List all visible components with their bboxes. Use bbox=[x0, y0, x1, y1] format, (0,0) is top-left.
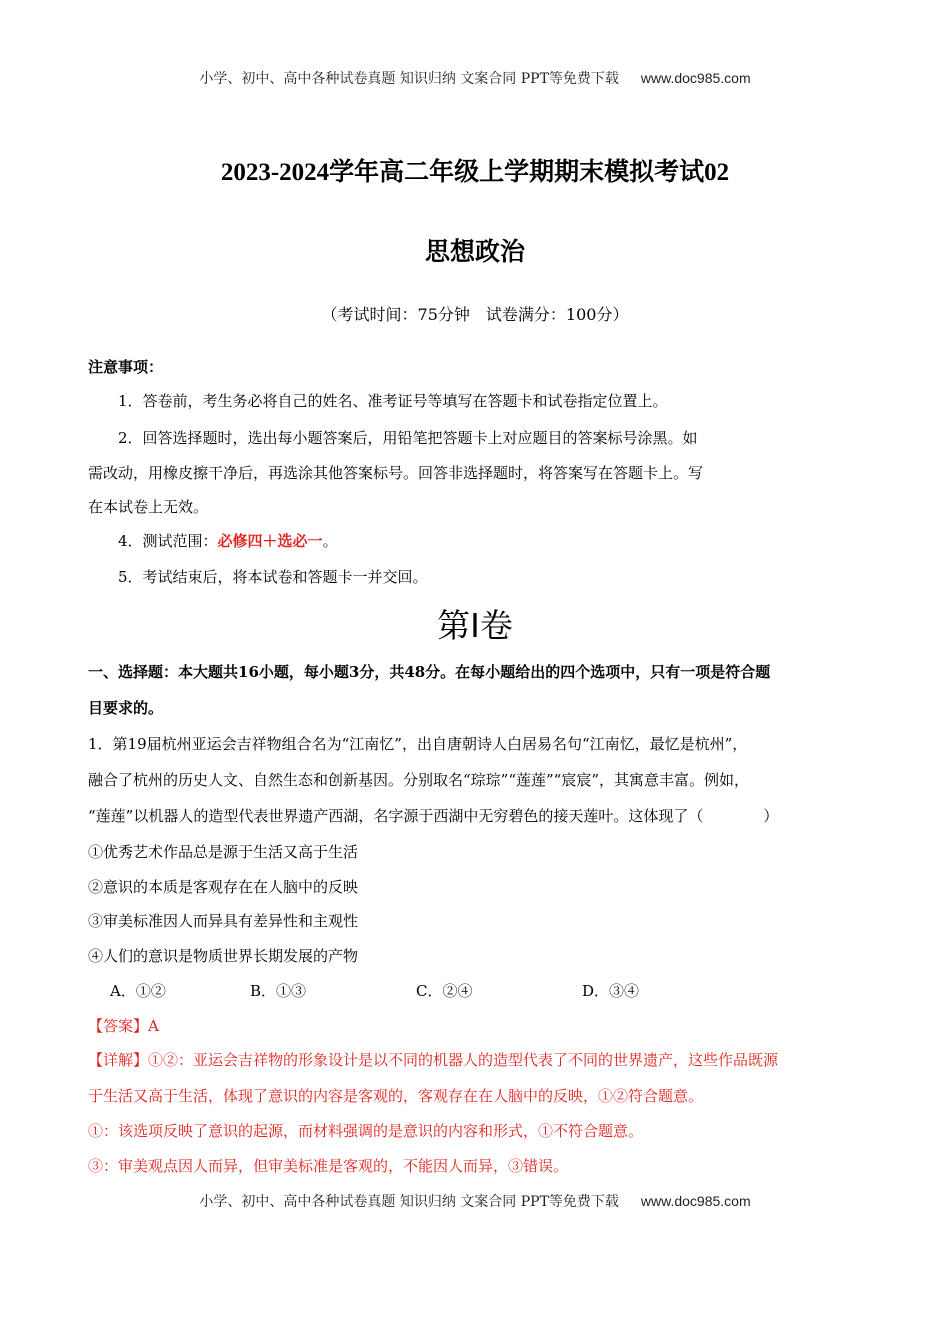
q1-statement-1: ①优秀艺术作品总是源于生活又高于生活 bbox=[88, 843, 359, 861]
note-item-2-line-1: 2．回答选择题时，选出每小题答案后，用铅笔把答题卡上对应题目的答案标号涂黑。如 bbox=[118, 429, 698, 447]
q1-statement-4: ④人们的意识是物质世界长期发展的产物 bbox=[88, 947, 359, 965]
part1-instructions-line-1: 一、选择题：本大题共16小题，每小题3分，共48分。在每小题给出的四个选项中，只有一项是符合题 bbox=[88, 663, 771, 681]
footer-site-link[interactable]: www.doc985.com bbox=[640, 1193, 751, 1209]
note-item-4-prefix: 4．测试范围： bbox=[118, 532, 218, 550]
note-item-2-line-3: 在本试卷上无效。 bbox=[88, 498, 209, 516]
q1-detail-line-4: ③：审美观点因人而异，但审美标准是客观的，不能因人而异，③错误。 bbox=[88, 1157, 569, 1175]
header-text: 小学、初中、高中各种试卷真题 知识归纳 文案合同 PPT等免费下载 bbox=[199, 71, 619, 87]
notes-heading: 注意事项： bbox=[88, 358, 164, 376]
q1-option-a: A．①② bbox=[110, 982, 166, 1000]
footer-text: 小学、初中、高中各种试卷真题 知识归纳 文案合同 PPT等免费下载 bbox=[199, 1194, 619, 1210]
part1-instructions-line-2: 目要求的。 bbox=[88, 699, 164, 717]
q1-detail-line-2: 于生活又高于生活，体现了意识的内容是客观的，客观存在在人脑中的反映，①②符合题意。 bbox=[88, 1087, 704, 1105]
note-item-2-line-2: 需改动，用橡皮擦干净后，再选涂其他答案标号。回答非选择题时，将答案写在答题卡上。写 bbox=[88, 464, 704, 482]
q1-detail-line-1: 【详解】①②：亚运会吉祥物的形象设计是以不同的机器人的造型代表了不同的世界遗产，这些作品既源 bbox=[88, 1051, 779, 1069]
note-item-4-suffix: 。 bbox=[322, 532, 338, 550]
q1-detail-line-3: ①：该选项反映了意识的起源，而材料强调的是意识的内容和形式，①不符合题意。 bbox=[88, 1122, 644, 1140]
note-item-5: 5．考试结束后，将本试卷和答题卡一并交回。 bbox=[118, 568, 428, 586]
q1-stem-line-2: 融合了杭州的历史人文、自然生态和创新基因。分别取名“琮琮”“莲莲”“宸宸”，其寓意丰富。例如， bbox=[88, 771, 750, 789]
header-site-link[interactable]: www.doc985.com bbox=[640, 70, 751, 86]
q1-stem-line-3: “莲莲”以机器人的造型代表世界遗产西湖，名字源于西湖中无穷碧色的接天莲叶。这体现了（ ） bbox=[88, 807, 779, 825]
subject-title: 思想政治 bbox=[424, 237, 525, 266]
exam-info: （考试时间：75分钟 试卷满分：100分） bbox=[321, 305, 629, 324]
q1-answer: 【答案】A bbox=[88, 1017, 159, 1035]
exam-title: 2023-2024学年高二年级上学期期末模拟考试02 bbox=[220, 159, 730, 186]
q1-option-c: C．②④ bbox=[416, 982, 473, 1000]
section-title: 第Ⅰ卷 bbox=[437, 609, 513, 645]
q1-statement-3: ③审美标准因人而异具有差异性和主观性 bbox=[88, 912, 359, 930]
note-item-1: 1．答卷前，考生务必将自己的姓名、准考证号等填写在答题卡和试卷指定位置上。 bbox=[118, 392, 668, 410]
test-scope: 必修四＋选必一 bbox=[217, 532, 323, 550]
note-item-4 bbox=[118, 530, 338, 551]
q1-stem-line-1: 1．第19届杭州亚运会吉祥物组合名为“江南忆”，出自唐朝诗人白居易名句“江南忆，最忆是杭州”， bbox=[88, 735, 748, 753]
page-header bbox=[0, 68, 950, 88]
q1-statement-2: ②意识的本质是客观存在在人脑中的反映 bbox=[88, 878, 359, 896]
page-footer bbox=[0, 1191, 950, 1211]
q1-option-d: D．③④ bbox=[582, 982, 640, 1000]
q1-option-b: B．①③ bbox=[250, 982, 307, 1000]
